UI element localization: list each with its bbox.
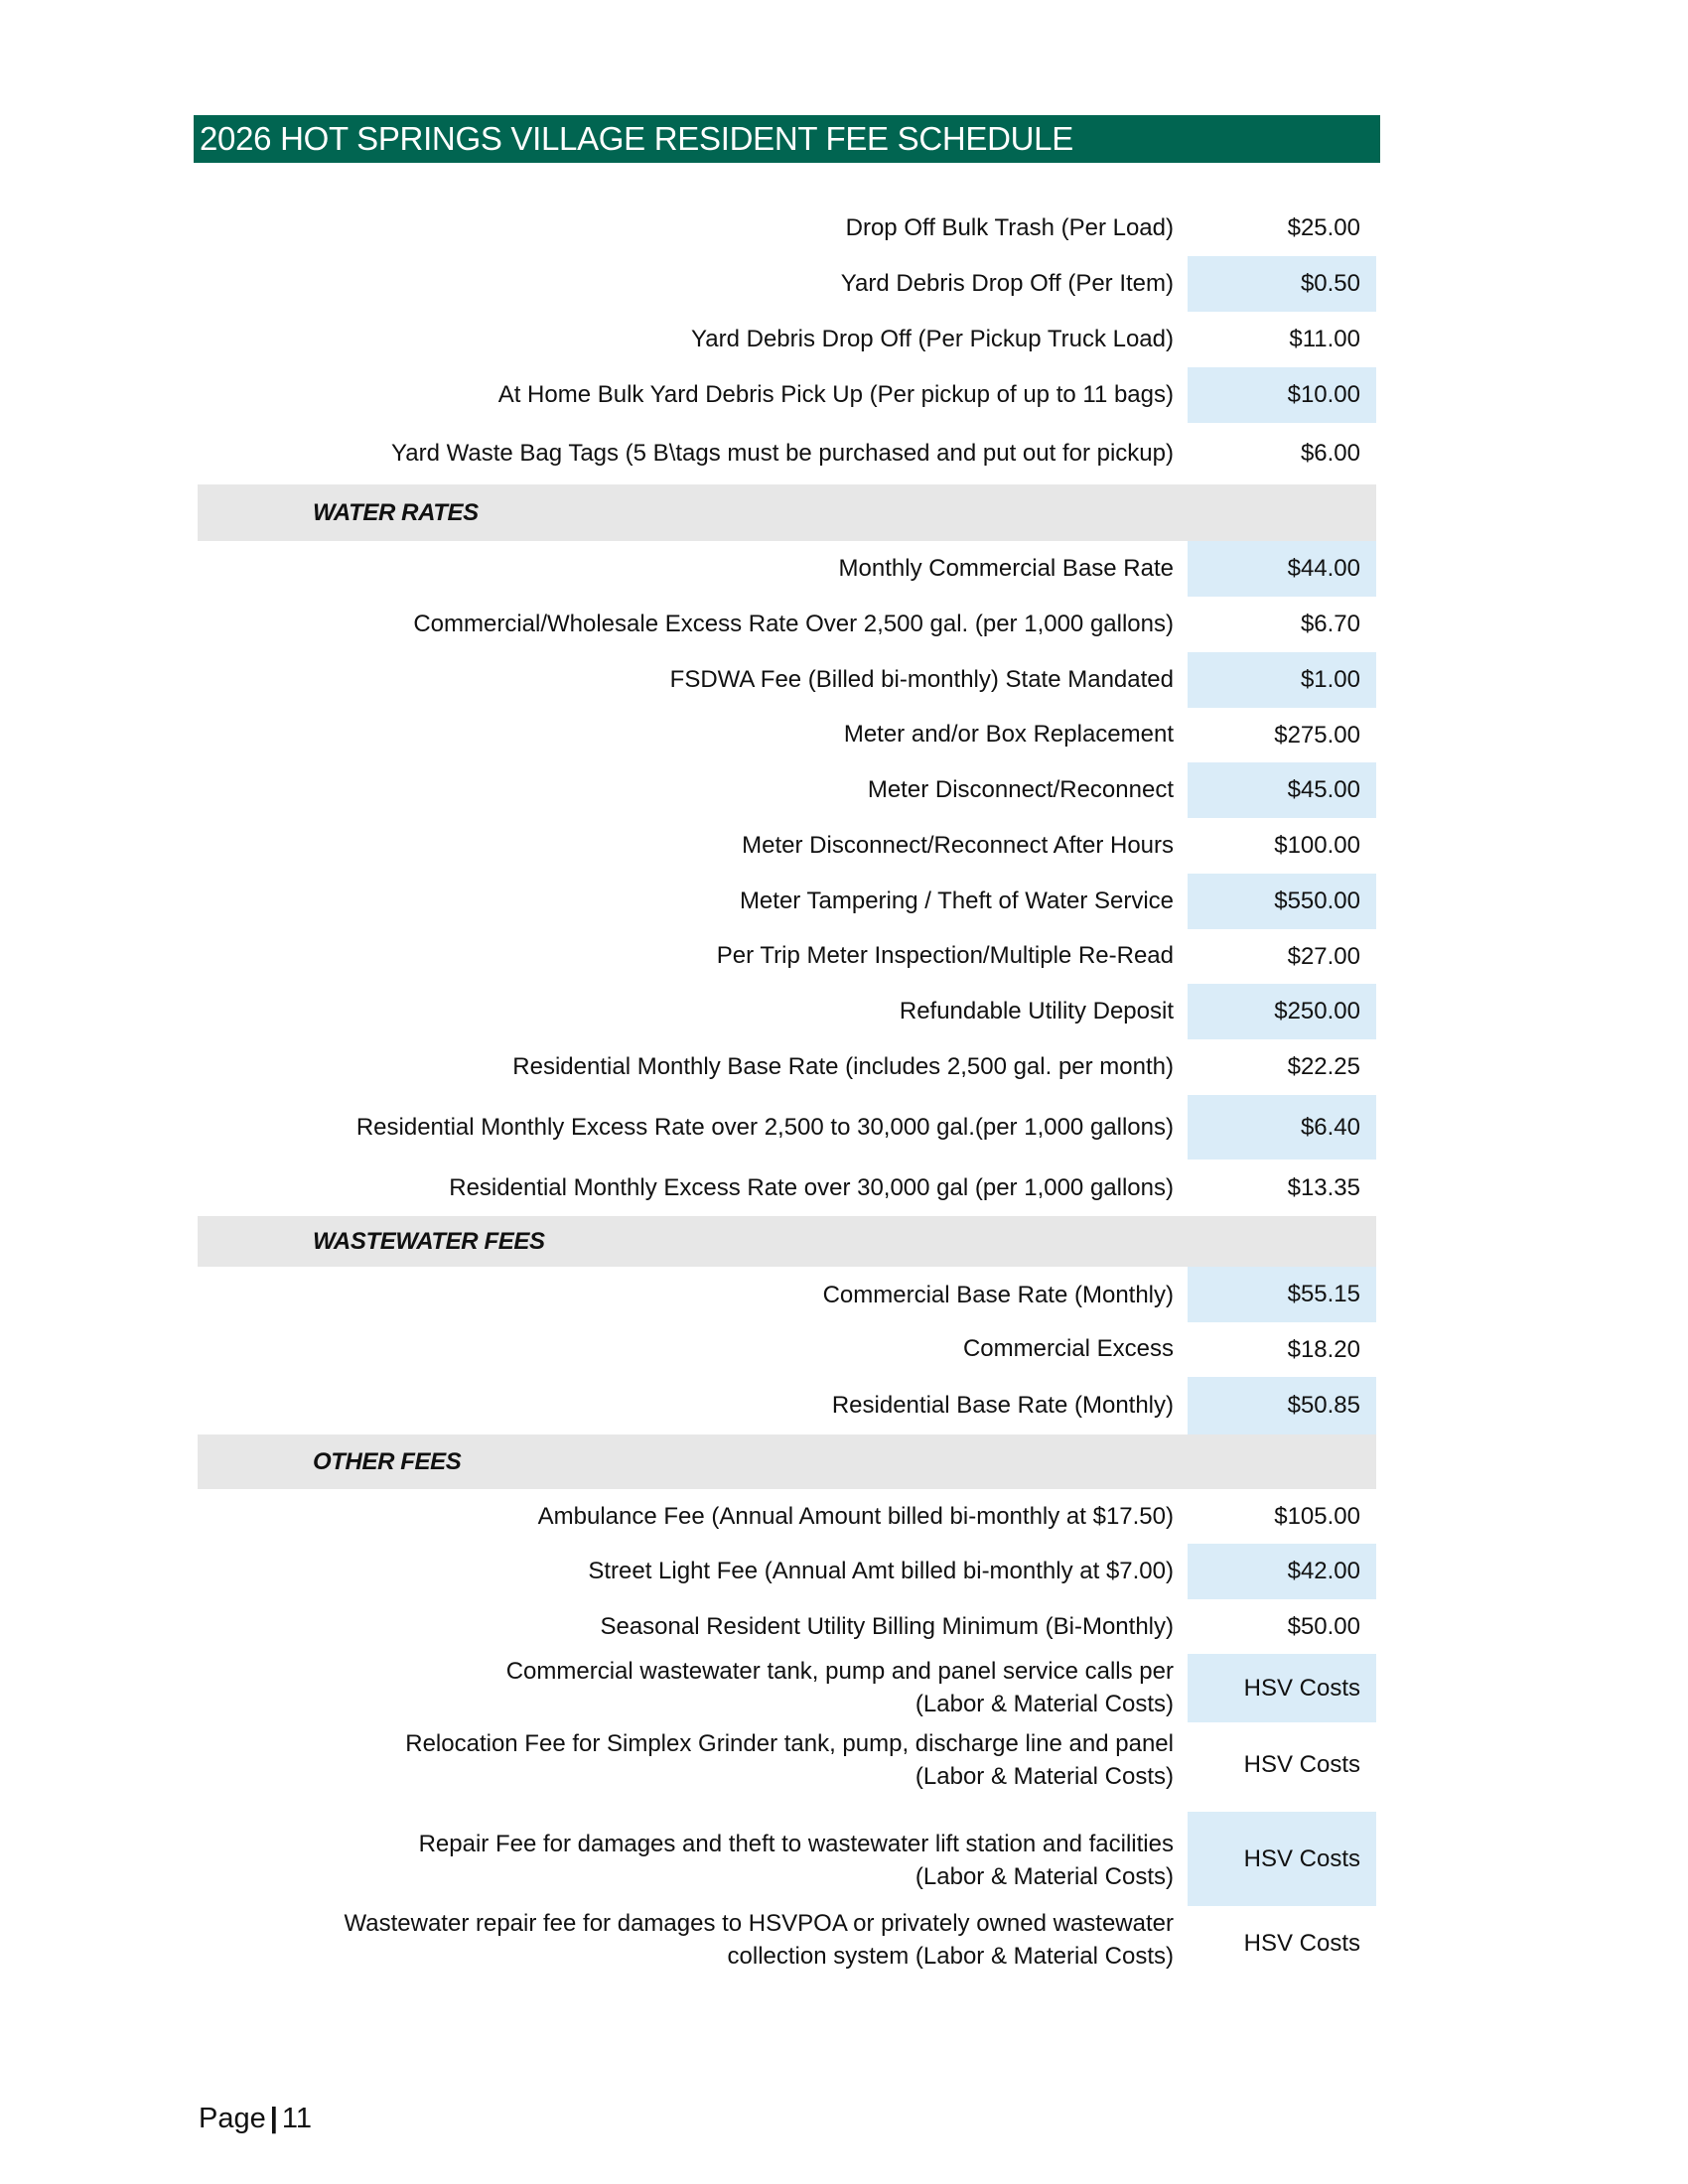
fee-row — [198, 312, 1376, 367]
fee-label-line1: Repair Fee for damages and theft to wastewater lift station and facilities — [418, 1831, 1174, 1857]
fee-row — [198, 367, 1376, 423]
fee-row — [198, 1812, 1376, 1906]
fee-label: Monthly Commercial Base Rate — [838, 555, 1174, 582]
fee-row — [198, 1095, 1376, 1160]
fee-row — [198, 929, 1376, 984]
fee-label: Ambulance Fee (Annual Amount billed bi-monthly at $17.50) — [537, 1503, 1174, 1530]
fee-value: HSV Costs — [1243, 1929, 1360, 1957]
fee-row — [198, 1039, 1376, 1095]
fee-value: HSV Costs — [1188, 1654, 1376, 1722]
fee-label: Meter Disconnect/Reconnect After Hours — [742, 832, 1174, 859]
fee-value: $11.00 — [1289, 326, 1360, 352]
fee-value: $6.00 — [1300, 440, 1360, 467]
fee-value: $22.25 — [1287, 1053, 1360, 1080]
fee-label: Yard Waste Bag Tags (5 B\tags must be purchased and put out for pickup) — [391, 440, 1174, 467]
fee-label: Commercial Excess — [962, 1335, 1174, 1362]
fee-value: $55.15 — [1188, 1267, 1376, 1322]
fee-value: $550.00 — [1188, 874, 1376, 929]
fee-value: $1.00 — [1188, 652, 1376, 708]
fee-label: Residential Base Rate (Monthly) — [831, 1392, 1174, 1419]
fee-label: Street Light Fee (Annual Amt billed bi-monthly at $7.00) — [588, 1558, 1174, 1584]
fee-label: Residential Monthly Excess Rate over 2,500 to 30,000 gal.(per 1,000 gallons) — [355, 1114, 1174, 1141]
fee-row — [198, 541, 1376, 597]
section-header-wastewater-fees — [198, 1216, 1376, 1267]
fee-row — [198, 201, 1376, 256]
fee-row — [198, 762, 1376, 818]
fee-row — [198, 425, 1376, 482]
fee-label-line1: Relocation Fee for Simplex Grinder tank, pump, discharge line and panel — [405, 1730, 1174, 1757]
fee-label-line2: collection system (Labor & Material Costs) — [727, 1943, 1174, 1970]
page-separator: | — [269, 2103, 278, 2134]
fee-label-line2: (Labor & Material Costs) — [914, 1691, 1174, 1717]
fee-value: $42.00 — [1188, 1544, 1376, 1599]
fee-label: Commercial Base Rate (Monthly) — [822, 1282, 1174, 1308]
fee-label-line2: (Labor & Material Costs) — [914, 1863, 1174, 1890]
fee-label: Commercial/Wholesale Excess Rate Over 2,500 gal. (per 1,000 gallons) — [413, 611, 1174, 637]
fee-value: $44.00 — [1188, 541, 1376, 597]
fee-label: FSDWA Fee (Billed bi-monthly) State Mandated — [669, 666, 1174, 693]
fee-row — [198, 1906, 1376, 1980]
fee-row — [198, 256, 1376, 312]
section-title: WATER RATES — [313, 498, 479, 526]
fee-label: Yard Debris Drop Off (Per Item) — [840, 270, 1174, 297]
fee-label-line2: (Labor & Material Costs) — [914, 1763, 1174, 1790]
section-header-other-fees — [198, 1434, 1376, 1489]
fee-row — [198, 1544, 1376, 1599]
fee-value: $45.00 — [1188, 762, 1376, 818]
page-footer — [199, 2103, 312, 2135]
fee-value: $105.00 — [1274, 1502, 1360, 1530]
fee-row — [198, 874, 1376, 929]
fee-label: Refundable Utility Deposit — [899, 998, 1174, 1024]
fee-row — [198, 1722, 1376, 1812]
fee-value: $6.70 — [1300, 611, 1360, 637]
fee-value: HSV Costs — [1188, 1812, 1376, 1906]
fee-value: $100.00 — [1274, 832, 1360, 859]
fee-row — [198, 1322, 1376, 1377]
section-header-water-rates — [198, 484, 1376, 541]
fee-row — [198, 818, 1376, 874]
fee-value: $250.00 — [1188, 984, 1376, 1039]
fee-label: Yard Debris Drop Off (Per Pickup Truck Load) — [691, 326, 1174, 352]
fee-label: Meter Disconnect/Reconnect — [867, 776, 1174, 803]
fee-value: $18.20 — [1287, 1335, 1360, 1363]
section-title: OTHER FEES — [313, 1447, 462, 1475]
fee-row — [198, 597, 1376, 652]
fee-value: $10.00 — [1188, 367, 1376, 423]
fee-label: Seasonal Resident Utility Billing Minimum (Bi-Monthly) — [600, 1613, 1174, 1640]
fee-value: $50.85 — [1188, 1377, 1376, 1434]
fee-value: $0.50 — [1188, 256, 1376, 312]
fee-value: $50.00 — [1287, 1612, 1360, 1640]
fee-value: $27.00 — [1287, 942, 1360, 970]
fee-label: Drop Off Bulk Trash (Per Load) — [845, 214, 1174, 241]
fee-row — [198, 1599, 1376, 1654]
fee-value: $6.40 — [1188, 1095, 1376, 1160]
fee-label: At Home Bulk Yard Debris Pick Up (Per pickup of up to 11 bags) — [497, 381, 1174, 408]
fee-label-line1: Wastewater repair fee for damages to HSVPOA or privately owned wastewater — [344, 1910, 1174, 1937]
page-number: 11 — [281, 2103, 312, 2134]
fee-row — [198, 1160, 1376, 1216]
fee-row — [198, 1377, 1376, 1434]
fee-label: Residential Monthly Base Rate (includes 2,500 gal. per month) — [512, 1053, 1174, 1080]
fee-row — [198, 708, 1376, 762]
fee-label-line1: Commercial wastewater tank, pump and panel service calls per — [505, 1658, 1174, 1685]
section-title: WASTEWATER FEES — [313, 1227, 545, 1255]
fee-value: $25.00 — [1287, 214, 1360, 241]
fee-row — [198, 1654, 1376, 1722]
page-title: 2026 HOT SPRINGS VILLAGE RESIDENT FEE SCHEDULE — [194, 115, 1380, 163]
fee-value: $275.00 — [1274, 721, 1360, 749]
fee-row — [198, 1489, 1376, 1544]
fee-value: $13.35 — [1287, 1173, 1360, 1201]
fee-row — [198, 652, 1376, 708]
fee-label: Meter Tampering / Theft of Water Service — [739, 887, 1174, 914]
fee-label: Residential Monthly Excess Rate over 30,000 gal (per 1,000 gallons) — [449, 1174, 1174, 1201]
fee-label: Meter and/or Box Replacement — [843, 721, 1174, 748]
fee-row — [198, 984, 1376, 1039]
fee-label: Per Trip Meter Inspection/Multiple Re-Read — [716, 942, 1174, 969]
page-word: Page — [199, 2103, 266, 2134]
fee-row — [198, 1267, 1376, 1322]
fee-value: HSV Costs — [1243, 1751, 1360, 1779]
